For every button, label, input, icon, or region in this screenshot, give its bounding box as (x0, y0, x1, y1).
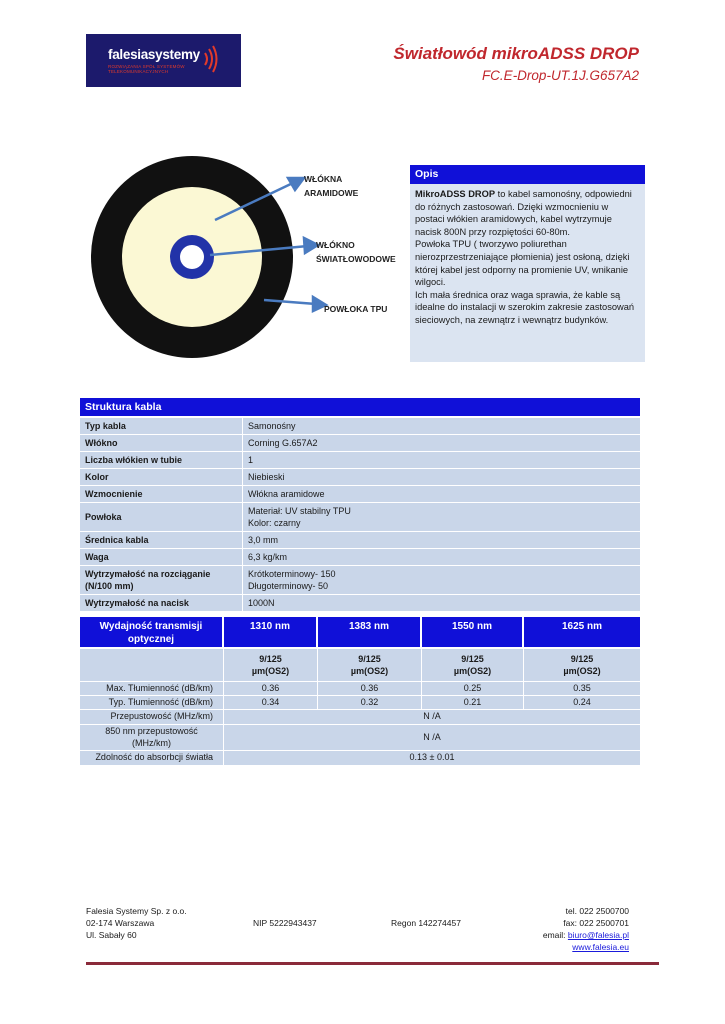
row-value: Samonośny (248, 421, 296, 431)
description-lead-bold: MikroADSS DROP (415, 189, 496, 199)
logo-tagline: ROZWIĄZANIA SPÓŁ SYSTEMÓW TELEKOMUNIKACYJNYCH (108, 64, 185, 74)
row-value-line1: Materiał: UV stabilny TPU (248, 506, 351, 516)
fiber-core (180, 245, 204, 269)
fiber-type-line1: 9/125 (259, 654, 282, 664)
col-header-1625: 1625 nm (524, 617, 640, 647)
email-link[interactable]: biuro@falesia.pl (567, 930, 629, 940)
company-logo (86, 34, 241, 87)
row-label: Wytrzymałość na nacisk (80, 595, 243, 611)
fiber-type-line1: 9/125 (358, 654, 381, 664)
fiber-type-cell (422, 649, 524, 681)
cell-value: 0.32 (318, 695, 422, 709)
row-value: Włókna aramidowe (248, 489, 325, 499)
row-label-line1: 850 nm przepustowość (105, 726, 198, 736)
table-row (80, 750, 640, 765)
document-title: Światłowód mikroADSS DROP (393, 44, 639, 63)
row-label: Włókno (80, 435, 243, 451)
product-code: FC.E-Drop-UT.1J.G657A2 (481, 68, 639, 83)
cable-structure-heading: Struktura kabla (80, 398, 640, 416)
cell-value: 0.35 (524, 681, 640, 695)
fiber-type-line2: µm(OS2) (563, 666, 601, 676)
cable-cross-section-svg (80, 152, 410, 382)
cell-value: 0.36 (318, 681, 422, 695)
cell-value: 0.25 (422, 681, 524, 695)
company-street: Ul. Sabały 60 (86, 930, 137, 940)
document-title-block (393, 44, 639, 83)
fiber-type-row (80, 647, 640, 681)
cell-value: 0.34 (224, 695, 318, 709)
description-text (410, 184, 645, 327)
company-nip: NIP 5222943437 (253, 918, 317, 928)
cell-value: 0.36 (224, 681, 318, 695)
row-value: Niebieski (248, 472, 285, 482)
row-value-line2: Długoterminowy- 50 (248, 581, 329, 591)
company-address (86, 905, 187, 941)
table-row (80, 695, 640, 709)
cable-structure-table (80, 398, 640, 612)
fiber-type-line2: µm(OS2) (453, 666, 492, 676)
company-contact (543, 905, 629, 953)
fiber-type-line1: 9/125 (570, 654, 594, 664)
table-row (80, 452, 640, 469)
fiber-type-line1: 9/125 (461, 654, 484, 664)
label-aramid-line2: ARAMIDOWE (304, 188, 359, 198)
fiber-type-cell (318, 649, 422, 681)
cell-value: 0.13 ± 0.01 (224, 750, 640, 765)
table-row (80, 503, 640, 532)
cell-value: N /A (224, 724, 640, 750)
row-label: Wzmocnienie (80, 486, 243, 502)
company-name: Falesia Systemy Sp. z o.o. (86, 906, 187, 916)
label-aramid-line1: WŁÓKNA (304, 174, 343, 184)
performance-heading-line2: optycznej (127, 634, 175, 645)
signal-waves-icon (203, 45, 219, 73)
label-optical-fiber (316, 238, 396, 266)
table-row (80, 532, 640, 549)
table-row (80, 549, 640, 566)
fiber-type-line2: µm(OS2) (251, 666, 290, 676)
row-label: Powłoka (80, 503, 243, 531)
performance-heading (80, 617, 224, 647)
row-label-line2: (N/100 mm) (85, 581, 134, 591)
cell-value: 0.24 (524, 695, 640, 709)
table-row (80, 566, 640, 595)
table-row (80, 724, 640, 750)
col-header-1550: 1550 nm (422, 617, 524, 647)
row-value-line2: Kolor: czarny (248, 518, 301, 528)
company-postal: 02-174 Warszawa (86, 918, 155, 928)
label-tpu-jacket: POWŁOKA TPU (324, 304, 388, 314)
table-row (80, 435, 640, 452)
row-label: Typ. Tłumienność (dB/km) (80, 695, 224, 709)
row-label: Zdolność do absorbcji światła (80, 750, 224, 765)
fiber-type-cell (224, 649, 318, 681)
fiber-type-cell (524, 649, 640, 681)
col-header-1310: 1310 nm (224, 617, 318, 647)
col-header-1383: 1383 nm (318, 617, 422, 647)
row-label-line2: (MHz/km) (132, 737, 171, 748)
cell-value: N /A (224, 709, 640, 724)
transmission-performance-table (80, 617, 640, 765)
cable-cross-section-diagram (80, 152, 410, 382)
website-link[interactable]: www.falesia.eu (572, 942, 629, 952)
table-row (80, 469, 640, 486)
description-box (410, 165, 645, 362)
row-value: 6,3 kg/km (248, 552, 288, 562)
company-fax: fax: 022 2500701 (563, 918, 629, 928)
company-regon: Regon 142274457 (391, 918, 461, 928)
row-label: Typ kabla (80, 418, 243, 434)
row-label: Max. Tłumienność (dB/km) (80, 681, 224, 695)
row-label: Przepustowość (MHz/km) (80, 709, 224, 724)
row-value: 1 (248, 455, 254, 465)
row-value: 1000N (248, 598, 275, 608)
row-value-line1: Krótkoterminowy- 150 (248, 569, 336, 579)
label-fiber-line2: ŚWIATŁOWODOWE (316, 254, 396, 264)
description-heading: Opis (410, 165, 645, 184)
table-header-row (80, 617, 640, 647)
table-row (80, 681, 640, 695)
email-label: email: (542, 930, 568, 940)
performance-heading-line1: Wydajność transmisji (99, 621, 203, 632)
table-row (80, 486, 640, 503)
row-label (80, 724, 224, 750)
fiber-type-line2: µm(OS2) (350, 666, 389, 676)
row-value: 3,0 mm (248, 535, 279, 545)
description-lead: to kabel samonośny, odpowiedni do różnych zastosowań. Dzięki wzmocnieniu w postaci włókien aramidowych, kabel wytrzymuje nacisk 800N przy rozpiętości 60-80m. (415, 189, 632, 237)
row-value: Corning G.657A2 (248, 438, 318, 448)
row-value (243, 566, 640, 594)
company-phone: tel. 022 2500700 (565, 906, 629, 916)
row-label-line1: Wytrzymałość na rozciąganie (85, 569, 211, 579)
label-aramid-fibers (304, 172, 358, 200)
footer-divider (86, 962, 659, 965)
cell-value: 0.21 (422, 695, 524, 709)
row-label: Liczba włókien w tubie (80, 452, 243, 468)
fiber-type-empty (80, 649, 224, 681)
row-label (80, 566, 243, 594)
description-para3: Ich mała średnica oraz waga sprawia, że kable są idealne do instalacji w szerokim zakresie zastosowań sieciowych, na zewnątrz i wewnątrz budynków. (415, 289, 635, 325)
table-row (80, 709, 640, 724)
row-label: Średnica kabla (80, 532, 243, 548)
logo-text: falesiasystemy (108, 47, 200, 62)
description-para2: Powłoka TPU ( tworzywo poliurethan nierozprzestrzeniające płomienia) jest osłoną, dzięki której kabel jest odporny na promienie UV, wnikanie wilgoci. (415, 239, 630, 288)
row-label: Waga (80, 549, 243, 565)
company-email-line (543, 929, 629, 941)
row-label: Kolor (80, 469, 243, 485)
label-fiber-line1: WŁÓKNO (316, 240, 355, 250)
table-row (80, 595, 640, 612)
row-value (243, 503, 640, 531)
table-row (80, 418, 640, 435)
